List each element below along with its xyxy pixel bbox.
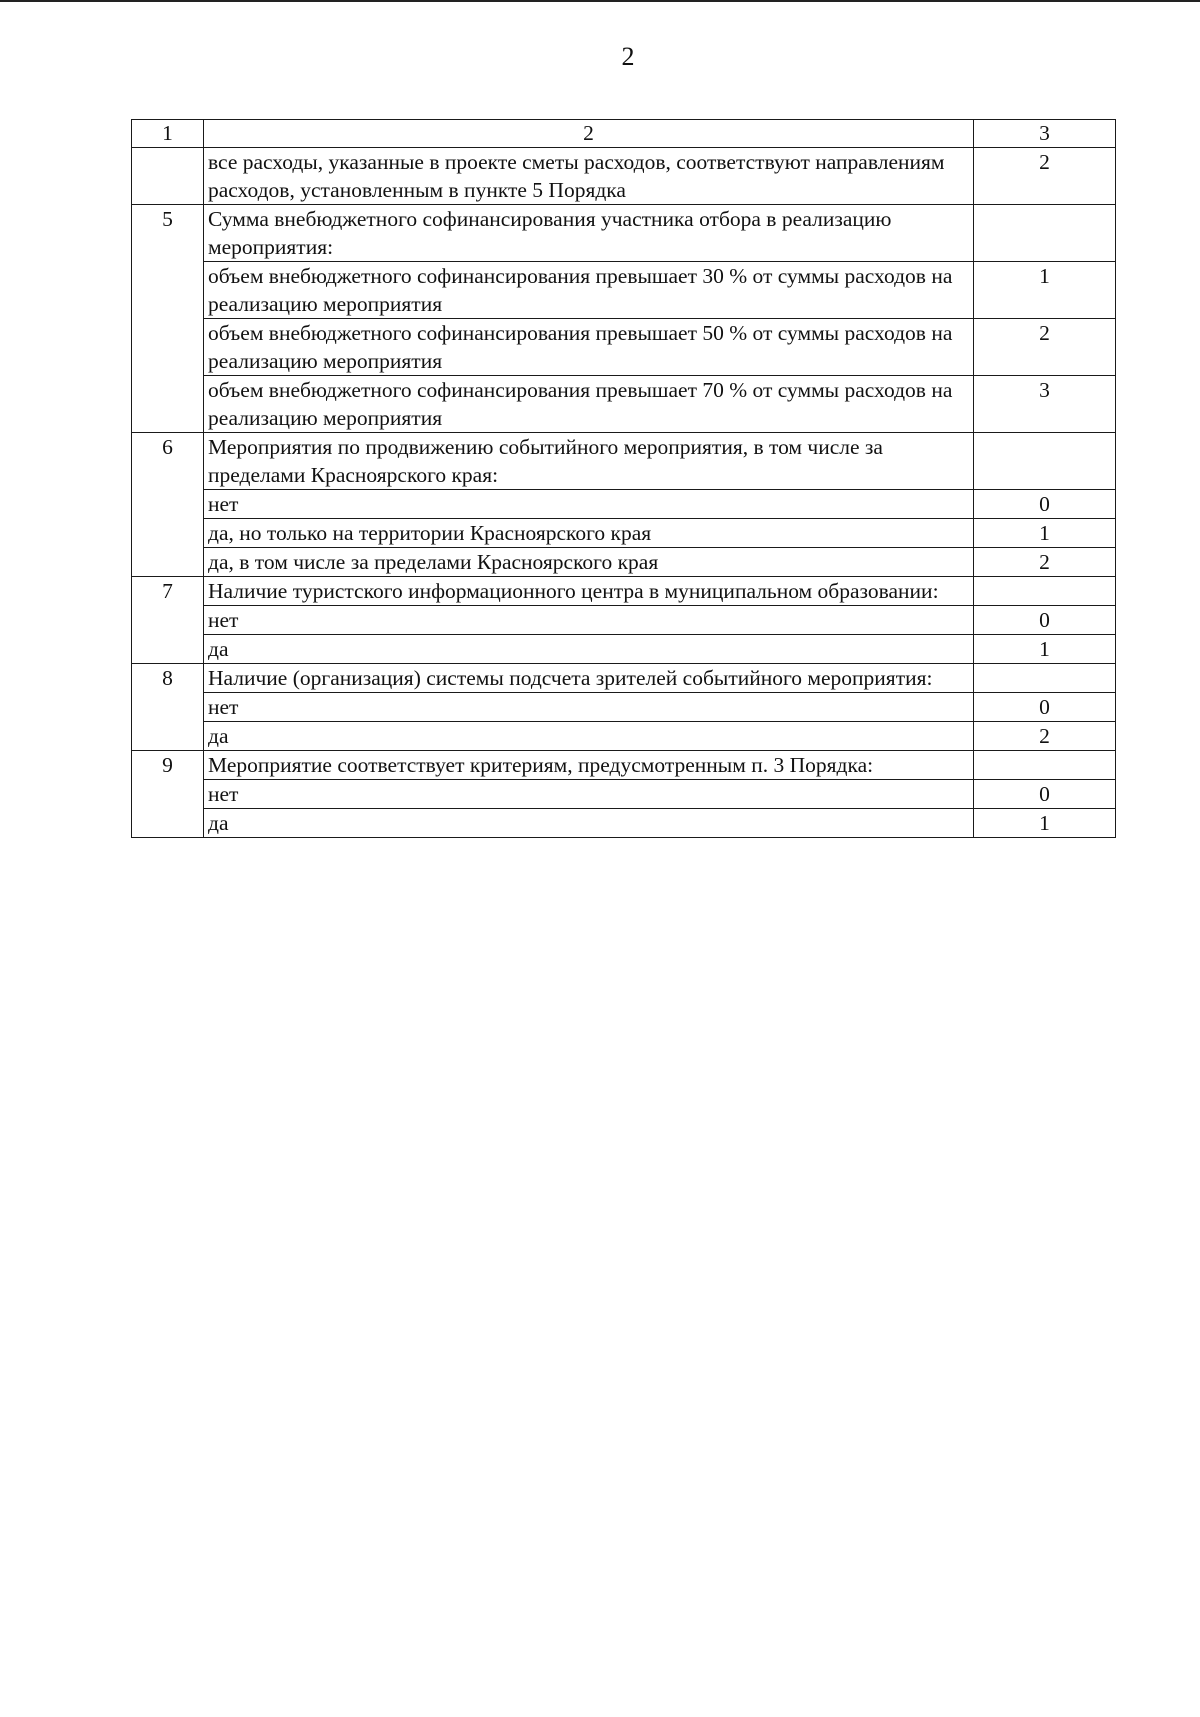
table-row xyxy=(132,606,1116,635)
row-score xyxy=(974,433,1116,490)
table-header-row xyxy=(132,120,1116,148)
row-criterion: нет xyxy=(204,780,974,809)
row-number: 5 xyxy=(132,205,204,433)
row-score: 2 xyxy=(974,548,1116,577)
row-number: 9 xyxy=(132,751,204,838)
header-cell-number: 1 xyxy=(132,120,204,148)
row-criterion: да, но только на территории Красноярского края xyxy=(204,519,974,548)
row-criterion: нет xyxy=(204,490,974,519)
row-criterion: Сумма внебюджетного софинансирования участника отбора в реализацию мероприятия: xyxy=(204,205,974,262)
row-number: 6 xyxy=(132,433,204,577)
row-score: 3 xyxy=(974,376,1116,433)
table-row xyxy=(132,751,1116,780)
page-number: 2 xyxy=(621,42,635,71)
table-row xyxy=(132,376,1116,433)
row-score: 2 xyxy=(974,148,1116,205)
row-criterion: Наличие туристского информационного центра в муниципальном образовании: xyxy=(204,577,974,606)
table-row xyxy=(132,809,1116,838)
row-score: 1 xyxy=(974,519,1116,548)
row-score: 2 xyxy=(974,319,1116,376)
table-row xyxy=(132,148,1116,205)
row-score: 1 xyxy=(974,809,1116,838)
table-row xyxy=(132,548,1116,577)
row-score xyxy=(974,205,1116,262)
table-row xyxy=(132,205,1116,262)
row-criterion: все расходы, указанные в проекте сметы расходов, соответствуют направлениям расходов, установленным в пункте 5 Порядка xyxy=(204,148,974,205)
criteria-table xyxy=(131,119,1116,838)
row-number: 7 xyxy=(132,577,204,664)
row-score xyxy=(974,751,1116,780)
row-criterion: нет xyxy=(204,693,974,722)
row-score: 0 xyxy=(974,693,1116,722)
row-criterion: да, в том числе за пределами Красноярского края xyxy=(204,548,974,577)
table-row xyxy=(132,319,1116,376)
row-criterion: да xyxy=(204,635,974,664)
row-score: 2 xyxy=(974,722,1116,751)
row-criterion: Наличие (организация) системы подсчета зрителей событийного мероприятия: xyxy=(204,664,974,693)
header-cell-score: 3 xyxy=(974,120,1116,148)
row-number: 8 xyxy=(132,664,204,751)
row-score: 1 xyxy=(974,262,1116,319)
row-criterion: Мероприятия по продвижению событийного мероприятия, в том числе за пределами Красноярского края: xyxy=(204,433,974,490)
top-border-line xyxy=(0,0,1200,2)
row-criterion: Мероприятие соответствует критериям, предусмотренным п. 3 Порядка: xyxy=(204,751,974,780)
row-score xyxy=(974,577,1116,606)
table-row xyxy=(132,433,1116,490)
table-row xyxy=(132,490,1116,519)
row-score xyxy=(974,664,1116,693)
table-row xyxy=(132,519,1116,548)
row-criterion: объем внебюджетного софинансирования превышает 70 % от суммы расходов на реализацию мероприятия xyxy=(204,376,974,433)
row-criterion: нет xyxy=(204,606,974,635)
table-row xyxy=(132,635,1116,664)
table-row xyxy=(132,262,1116,319)
table-row xyxy=(132,693,1116,722)
row-criterion: объем внебюджетного софинансирования превышает 30 % от суммы расходов на реализацию мероприятия xyxy=(204,262,974,319)
row-number xyxy=(132,148,204,205)
row-score: 0 xyxy=(974,606,1116,635)
row-score: 0 xyxy=(974,490,1116,519)
row-score: 1 xyxy=(974,635,1116,664)
row-criterion: да xyxy=(204,722,974,751)
row-score: 0 xyxy=(974,780,1116,809)
table-row xyxy=(132,780,1116,809)
row-criterion: объем внебюджетного софинансирования превышает 50 % от суммы расходов на реализацию мероприятия xyxy=(204,319,974,376)
table-row xyxy=(132,722,1116,751)
header-cell-criterion: 2 xyxy=(204,120,974,148)
row-criterion: да xyxy=(204,809,974,838)
table-row xyxy=(132,577,1116,606)
table-row xyxy=(132,664,1116,693)
